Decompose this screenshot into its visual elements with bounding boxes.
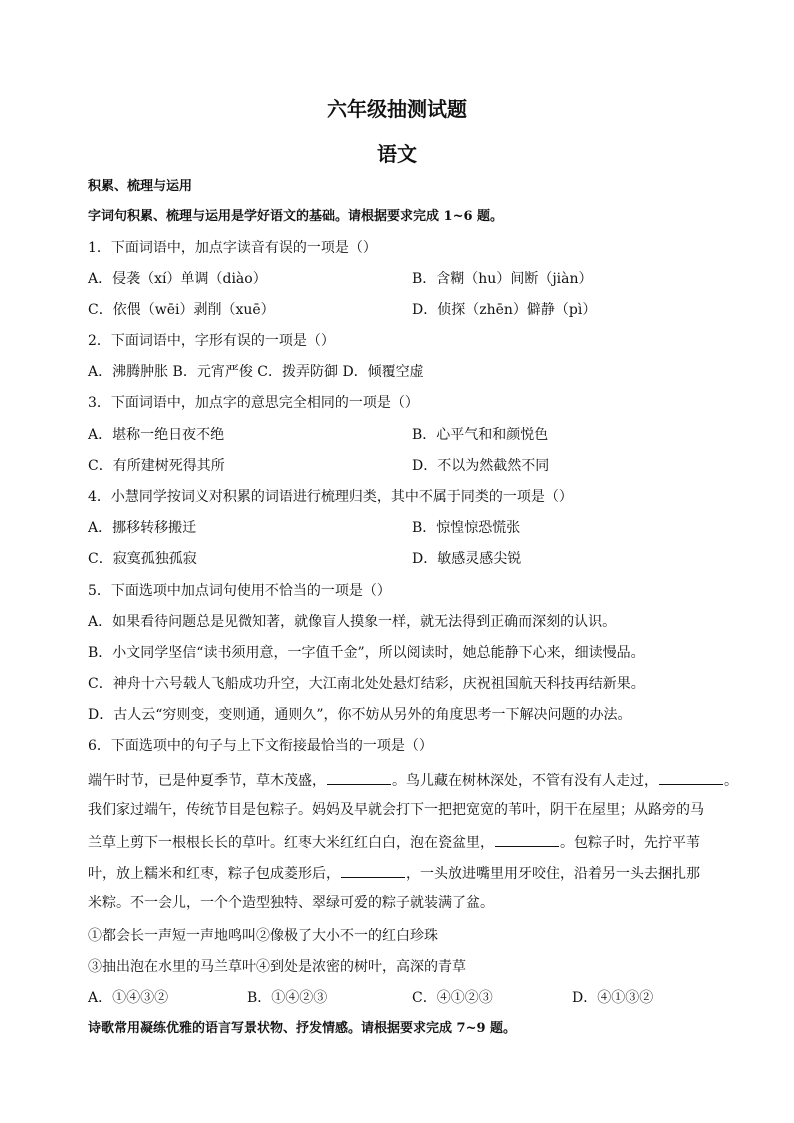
q6-option-d: D．④①③② bbox=[572, 990, 654, 1006]
q5-option-d: D．古人云“穷则变，变则通，通则久”，你不妨从另外的角度思考一下解决问题的办法。 bbox=[88, 707, 632, 723]
q1-stem: 1．下面词语中，加点字读音有误的一项是（） bbox=[88, 240, 377, 256]
q3-option-b: B．心平气和和颜悦色 bbox=[412, 427, 549, 443]
q3-option-c: C．有所建树死得其所 bbox=[88, 458, 225, 474]
q6-option-c: C．④①②③ bbox=[412, 990, 493, 1006]
answer-blank-4[interactable] bbox=[341, 863, 405, 878]
q5-option-c: C．神舟十六号载人飞船成功升空，大江南北处处悬灯结彩，庆祝祖国航天科技再结新果。 bbox=[88, 676, 645, 692]
q5-option-a: A．如果看待问题总是见微知著，就像盲人摸象一样，就无法得到正确而深刻的认识。 bbox=[88, 614, 617, 630]
q4-option-c: C．寂寞孤独孤寂 bbox=[88, 551, 197, 567]
q6-stem: 6．下面选项中的句子与上下文衔接最恰当的一项是（） bbox=[88, 738, 433, 754]
q6-passage-line-1: 端午时节，已是仲夏季节，草木茂盛， 。鸟儿藏在树林深处，不管有没有人走过， 。 bbox=[88, 770, 738, 790]
answer-blank-2[interactable] bbox=[659, 770, 723, 785]
section-heading: 积累、梳理与运用 bbox=[88, 179, 193, 194]
q4-option-b: B．惊惶惊恐慌张 bbox=[412, 520, 521, 536]
q6-option-b: B．①④②③ bbox=[247, 990, 328, 1006]
q6-sentences-2: ③抽出泡在水里的马兰草叶④到处是浓密的树叶，高深的青草 bbox=[88, 959, 466, 975]
q2-options: A．沸腾肿胀 B．元宵严俊 C．拨弄防御 D．倾覆空虚 bbox=[88, 364, 424, 380]
q6-sentences-1: ①都会长一声短一声地鸣叫②像极了大小不一的红白珍珠 bbox=[88, 928, 438, 944]
q1-option-d: D．侦探（zhēn）僻静（pì） bbox=[412, 302, 597, 318]
q3-stem: 3．下面词语中，加点字的意思完全相同的一项是（） bbox=[88, 395, 419, 411]
q4-option-a: A．挪移转移搬迁 bbox=[88, 520, 197, 536]
q1-option-b: B．含糊（hu）间断（jiàn） bbox=[412, 271, 593, 287]
q6-passage-line-3: 兰草上剪下一根根长长的草叶。红枣大米红红白白，泡在瓷盆里， 。包粽子时，先拧平苇 bbox=[88, 832, 700, 852]
q1-option-c: C．依偎（wēi）剥削（xuē） bbox=[88, 302, 275, 318]
q5-stem: 5．下面选项中加点词句使用不恰当的一项是（） bbox=[88, 583, 391, 599]
section-intro: 字词句积累、梳理与运用是学好语文的基础。请根据要求完成 1~6 题。 bbox=[88, 209, 504, 224]
answer-blank-3[interactable] bbox=[495, 832, 559, 847]
q5-option-b: B．小文同学坚信“读书须用意，一字值千金”，所以阅读时，她总能静下心来，细读慢品。 bbox=[88, 645, 645, 661]
q2-stem: 2．下面词语中，字形有误的一项是（） bbox=[88, 333, 335, 349]
answer-blank-1[interactable] bbox=[327, 770, 391, 785]
q1-option-a: A．侵袭（xí）单调（diào） bbox=[88, 271, 267, 287]
q6-option-a: A．①④③② bbox=[88, 990, 169, 1006]
q4-option-d: D．敏感灵感尖锐 bbox=[412, 551, 522, 567]
exam-subject: 语文 bbox=[377, 142, 417, 166]
q3-option-d: D．不以为然截然不同 bbox=[412, 458, 550, 474]
q6-passage-line-4: 叶，放上糯米和红枣，粽子包成菱形后， ，一头放进嘴里用牙咬住，沿着另一头去捆扎那 bbox=[88, 863, 700, 883]
poetry-intro: 诗歌常用凝练优雅的语言写景状物、抒发情感。请根据要求完成 7~9 题。 bbox=[88, 1021, 517, 1036]
q6-passage-line-2: 我们家过端午，传统节目是包粽子。妈妈及早就会打下一把把宽宽的苇叶，阴干在屋里；从路旁的马 bbox=[88, 802, 704, 818]
exam-title: 六年级抽测试题 bbox=[327, 97, 467, 121]
q6-passage-line-5: 米粽。不一会儿，一个个造型独特、翠绿可爱的粽子就装满了盆。 bbox=[88, 895, 494, 911]
q3-option-a: A．堪称一绝日夜不绝 bbox=[88, 427, 225, 443]
q4-stem: 4．小慧同学按词义对积累的词语进行梳理归类，其中不属于同类的一项是（） bbox=[88, 489, 573, 505]
